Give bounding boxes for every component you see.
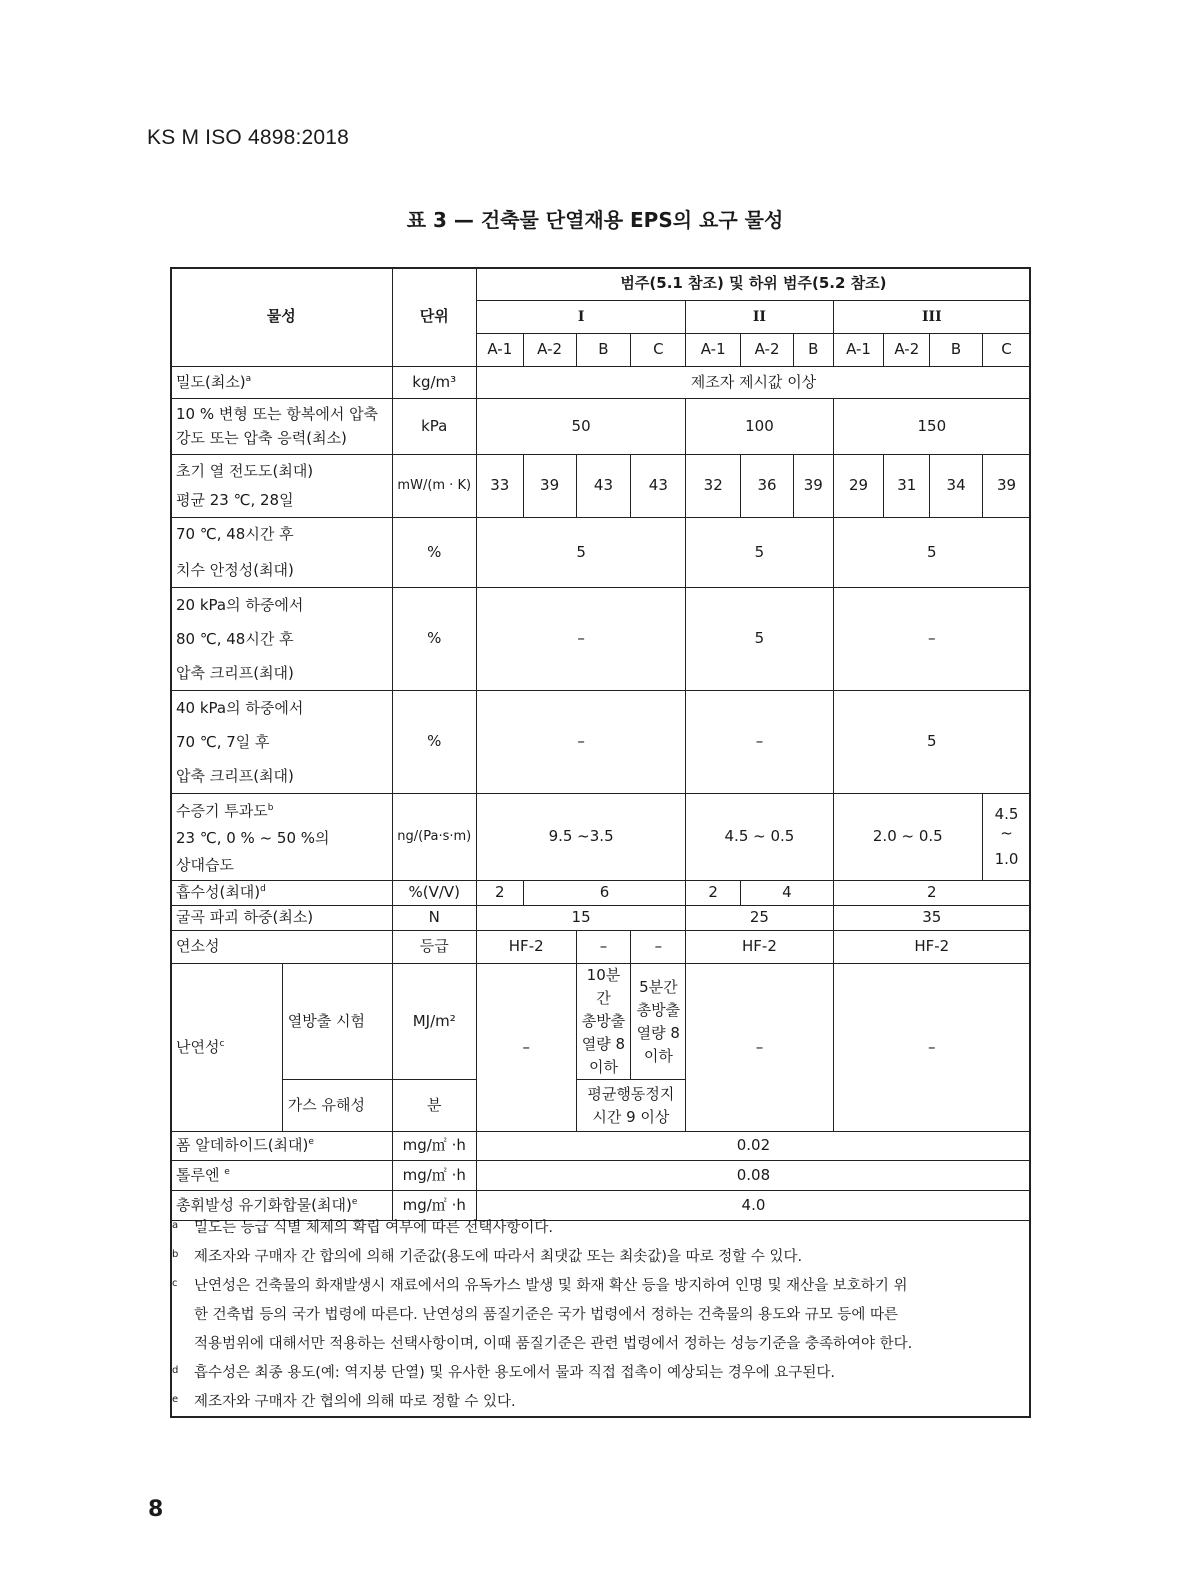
value-cell: 43 [576, 455, 631, 518]
row-formaldehyde [171, 1132, 1031, 1161]
value-cell: – [631, 931, 686, 964]
row-water-absorption [171, 881, 1031, 906]
value-cell: 6 [523, 881, 686, 906]
sub-property-label: 가스 유해성 [282, 1080, 392, 1132]
footnote-d: d 흡수성은 최종 용도(예: 역지붕 단열) 및 유사한 용도에서 물과 직접 접촉이 예상되는 경우에 요구된다. [172, 1365, 836, 1381]
subcategory-header: A-2 [523, 334, 576, 367]
value-cell: 2.0 ~ 0.5 [833, 794, 982, 881]
property-label: 연소성 [171, 931, 393, 964]
row-dimensional-stability [171, 518, 1031, 588]
value-cell: 33 [476, 455, 523, 518]
unit-cell: MJ/m² [392, 964, 476, 1080]
value-cell: 34 [930, 455, 983, 518]
value-cell: 25 [686, 906, 833, 931]
property-label: 톨루엔 $^e$ [171, 1161, 393, 1191]
value-cell: 39 [793, 455, 833, 518]
value-cell: 39 [983, 455, 1031, 518]
value-cell: 4.5 ~ 0.5 [686, 794, 833, 881]
value-cell: 제조자 제시값 이상 [476, 367, 1030, 399]
subcategory-header: B [576, 334, 631, 367]
value-cell: 39 [523, 455, 576, 518]
header-category-1: I [476, 301, 685, 334]
property-label: 밀도(최소)$^a$ [171, 367, 393, 399]
unit-cell: %(V/V) [392, 881, 476, 906]
property-label: 총휘발성 유기화합물(최대)$^e$ [171, 1191, 393, 1221]
requirements-table [170, 267, 1031, 1221]
value-cell: 100 [686, 399, 833, 455]
property-label: 수증기 투과도$^b$ 23 ℃, 0 % ~ 50 %의 상대습도 [171, 794, 393, 881]
value-cell: 31 [884, 455, 930, 518]
unit-cell: % [392, 588, 476, 691]
value-cell: 43 [631, 455, 686, 518]
unit-cell: kPa [392, 399, 476, 455]
subcategory-header: B [930, 334, 983, 367]
value-cell: – [476, 691, 685, 794]
property-label: 10 % 변형 또는 항복에서 압축 강도 또는 압축 응력(최소) [171, 399, 393, 455]
subcategory-header: A-1 [833, 334, 884, 367]
unit-cell: 등급 [392, 931, 476, 964]
header-property: 물성 [171, 268, 393, 367]
property-label: 20 kPa의 하중에서 80 ℃, 48시간 후 압축 크리프(최대) [171, 588, 393, 691]
value-cell: 2 [476, 881, 523, 906]
value-cell: – [833, 964, 1030, 1132]
value-cell: 평균행동정지 시간 9 이상 [576, 1080, 686, 1132]
unit-cell: 분 [392, 1080, 476, 1132]
value-cell: – [576, 931, 631, 964]
standard-id: KS M ISO 4898:2018 [147, 126, 350, 149]
row-compressive-strength [171, 399, 1031, 455]
value-cell: 9.5 ~3.5 [476, 794, 685, 881]
value-cell: HF-2 [476, 931, 576, 964]
footnote-a: a 밀도는 등급 식별 체제의 확립 여부에 따른 선택사항이다. [172, 1220, 554, 1236]
value-cell: 2 [686, 881, 741, 906]
unit-cell: % [392, 518, 476, 588]
value-cell: – [686, 691, 833, 794]
subcategory-header: C [631, 334, 686, 367]
header-category-3: III [833, 301, 1030, 334]
footnote-c-continued: 한 건축법 등의 국가 법령에 따른다. 난연성의 품질기준은 국가 법령에서 정하는 건축물의 용도와 규모 등에 따른 [194, 1307, 899, 1323]
row-flame-heat-release [171, 964, 1031, 1080]
subcategory-header: A-2 [884, 334, 930, 367]
sub-property-label: 열방출 시험 [282, 964, 392, 1080]
value-cell: 35 [833, 906, 1030, 931]
table-title: 표 3 — 건축물 단열재용 EPS의 요구 물성 [406, 208, 784, 232]
value-cell: 0.02 [476, 1132, 1030, 1161]
value-cell: 36 [741, 455, 794, 518]
value-cell: 50 [476, 399, 685, 455]
footnote-c: c 난연성은 건축물의 화재발생시 재료에서의 유독가스 발생 및 화재 확산 등을 방지하여 인명 및 재산을 보호하기 위 [172, 1278, 908, 1294]
value-cell: HF-2 [833, 931, 1030, 964]
subcategory-header: A-1 [686, 334, 741, 367]
row-creep-20kpa [171, 588, 1031, 691]
property-label: 40 kPa의 하중에서 70 ℃, 7일 후 압축 크리프(최대) [171, 691, 393, 794]
footnote-c-continued: 적용범위에 대해서만 적용하는 선택사항이며, 이때 품질기준은 관련 법령에서 정하는 성능기준을 충족하여야 한다. [194, 1336, 913, 1352]
footnote-e: e 제조자와 구매자 간 협의에 의해 따로 정할 수 있다. [172, 1394, 516, 1410]
row-water-vapour-permeability [171, 794, 1031, 881]
value-cell: 5 [476, 518, 685, 588]
value-cell: 2 [833, 881, 1030, 906]
value-cell: 5 [686, 518, 833, 588]
unit-cell: mg/㎡ ·h [392, 1161, 476, 1191]
value-cell: 32 [686, 455, 741, 518]
subcategory-header: C [983, 334, 1031, 367]
property-label: 난연성$^c$ [171, 964, 283, 1132]
value-cell: 15 [476, 906, 685, 931]
property-label: 흡수성(최대)$^d$ [171, 881, 393, 906]
row-creep-40kpa [171, 691, 1031, 794]
footnote-b: b 제조자와 구매자 간 합의에 의해 기준값(용도에 따라서 최댓값 또는 최솟값)을 따로 정할 수 있다. [172, 1249, 803, 1265]
header-category-group: 범주(5.1 참조) 및 하위 범주(5.2 참조) [476, 268, 1030, 301]
value-cell: 0.08 [476, 1161, 1030, 1191]
unit-cell: kg/m³ [392, 367, 476, 399]
property-label: 폼 알데하이드(최대)$^e$ [171, 1132, 393, 1161]
value-cell: – [686, 964, 833, 1132]
value-cell: 4 [741, 881, 833, 906]
value-cell: 5 [833, 518, 1030, 588]
value-cell: – [476, 588, 685, 691]
unit-cell: ng/(Pa·s·m) [392, 794, 476, 881]
row-toluene [171, 1161, 1031, 1191]
value-cell: 4.5 ~ 1.0 [983, 794, 1031, 881]
property-label: 초기 열 전도도(최대) 평균 23 ℃, 28일 [171, 455, 393, 518]
value-cell: – [476, 964, 576, 1132]
row-bending-load [171, 906, 1031, 931]
property-label: 70 ℃, 48시간 후 치수 안정성(최대) [171, 518, 393, 588]
value-cell: 5분간 총방출 열량 8 이하 [631, 964, 686, 1080]
value-cell: HF-2 [686, 931, 833, 964]
value-cell: 5 [686, 588, 833, 691]
header-unit: 단위 [392, 268, 476, 367]
header-category-2: II [686, 301, 833, 334]
subcategory-header: A-1 [476, 334, 523, 367]
value-cell: 4.0 [476, 1191, 1030, 1221]
page-number: 8 [148, 1497, 164, 1522]
subcategory-header: A-2 [741, 334, 794, 367]
property-label: 굴곡 파괴 하중(최소) [171, 906, 393, 931]
subcategory-header: B [793, 334, 833, 367]
value-cell: 29 [833, 455, 884, 518]
value-cell: – [833, 588, 1030, 691]
unit-cell: mW/(m · K) [392, 455, 476, 518]
unit-cell: mg/㎡ ·h [392, 1191, 476, 1221]
value-cell: 5 [833, 691, 1030, 794]
value-cell: 150 [833, 399, 1030, 455]
row-thermal-conductivity [171, 455, 1031, 518]
value-cell: 10분간 총방출 열량 8 이하 [576, 964, 631, 1080]
unit-cell: N [392, 906, 476, 931]
table-footnotes [172, 1214, 1030, 1417]
unit-cell: mg/㎡ ·h [392, 1132, 476, 1161]
unit-cell: % [392, 691, 476, 794]
row-density [171, 367, 1031, 399]
row-combustibility [171, 931, 1031, 964]
